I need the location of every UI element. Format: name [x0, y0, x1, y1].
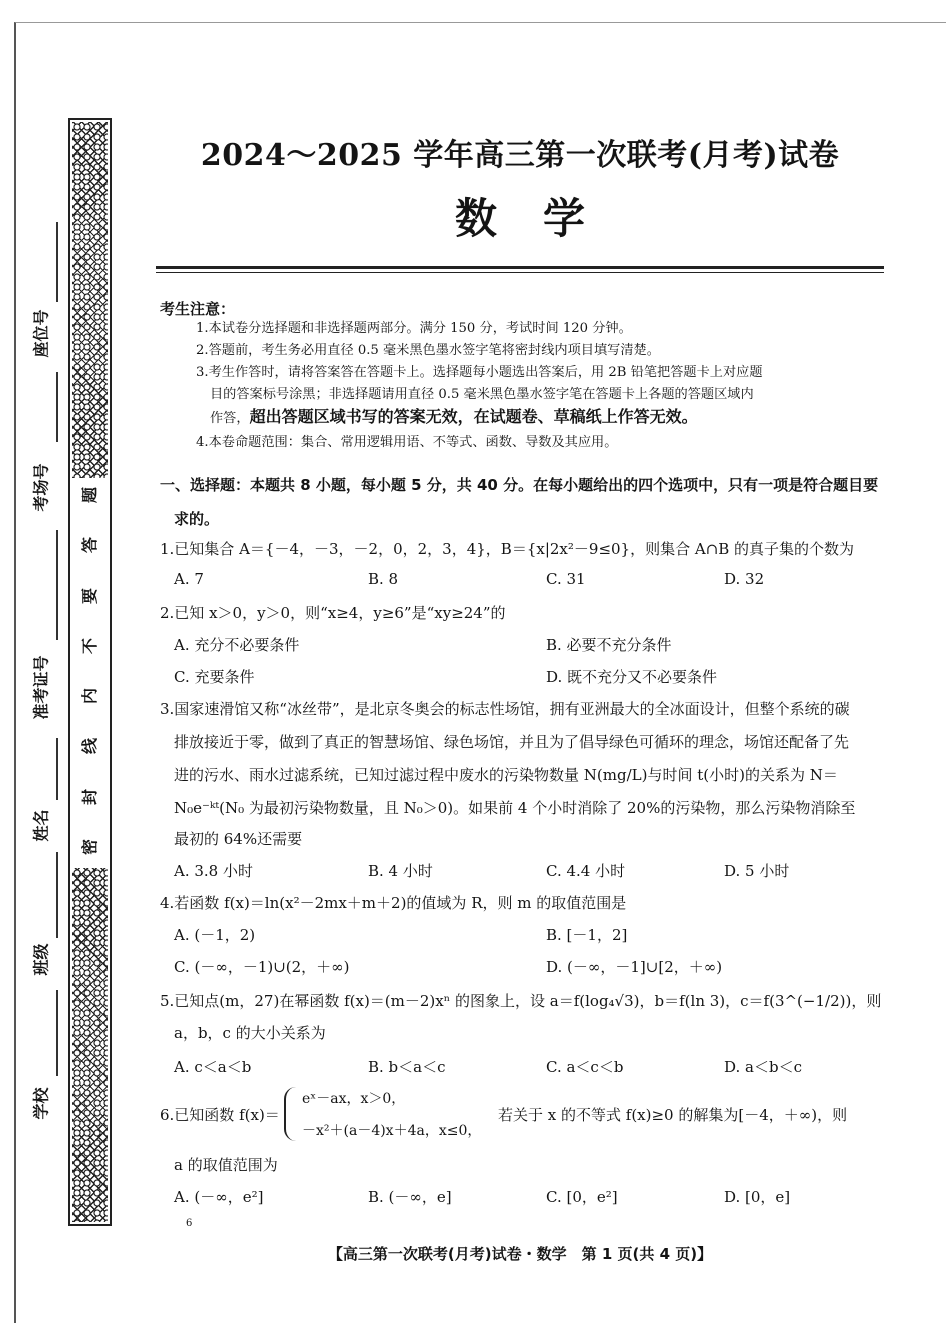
- q3-option-c: C. 4.4 小时: [546, 862, 626, 880]
- q1-option-d: D. 32: [724, 570, 765, 588]
- q6-option-c: C. [0，e²]: [546, 1188, 618, 1206]
- q5-option-a: A. c＜a＜b: [174, 1058, 252, 1076]
- q6-option-b: B. (－∞，e]: [368, 1188, 452, 1206]
- binding-pattern-bottom: [72, 868, 108, 1222]
- q5-option-b: B. b＜a＜c: [368, 1058, 446, 1076]
- q4-option-d: D. (－∞，－1]∪[2，＋∞): [546, 958, 723, 976]
- section-heading: 一、选择题：本题共 8 小题，每小题 5 分，共 40 分。在每小题给出的四个选项中，只有一项是符合题目要: [160, 476, 879, 494]
- warning-char: 题: [79, 486, 99, 504]
- warning-char: 密: [79, 838, 99, 855]
- warning-char: 线: [79, 738, 99, 755]
- q6-option-d: D. [0，e]: [724, 1188, 791, 1206]
- question-6-cont: 若关于 x 的不等式 f(x)≥0 的解集为[－4，＋∞)，则: [498, 1106, 848, 1124]
- piecewise-brace: [284, 1087, 296, 1141]
- exam-title: 2024～2025 学年高三第一次联考(月考)试卷: [200, 138, 840, 173]
- exam-room-label: 考场号: [31, 463, 51, 512]
- question-3-line: 最初的 64%还需要: [174, 830, 303, 848]
- piecewise-case-2: －x²＋(a－4)x＋4a，x≤0，: [302, 1123, 482, 1139]
- section-heading-cont: 求的。: [174, 510, 220, 528]
- q4-option-b: B. [－1，2]: [546, 926, 628, 944]
- q2-option-b: B. 必要不充分条件: [546, 636, 672, 654]
- notice-item: 2.答题前，考生务必用直径 0.5 毫米黑色墨水签字笔将密封线内项目填写清楚。: [196, 343, 660, 358]
- stray-mark: 6: [186, 1218, 193, 1229]
- warning-char: 内: [79, 688, 99, 705]
- question-3-line: 进的污水、雨水过滤系统，已知过滤过程中废水的污染物数量 N(mg/L)与时间 t(小时)的关系为 N＝: [174, 766, 838, 784]
- subject-title: 数学: [454, 194, 631, 243]
- seat-number-label: 座位号: [31, 309, 51, 358]
- header-rule-thin: [156, 272, 884, 273]
- notice-title: 考生注意：: [160, 300, 236, 318]
- name-line: [56, 852, 58, 938]
- admission-number-line: [56, 738, 58, 800]
- warning-char: 封: [79, 788, 99, 805]
- warning-char: 不: [79, 637, 99, 654]
- admission-number-label: 准考证号: [31, 655, 51, 720]
- question-5-line: a，b，c 的大小关系为: [174, 1024, 326, 1042]
- q4-option-c: C. (－∞，－1)∪(2，＋∞): [174, 958, 350, 976]
- q2-option-d: D. 既不充分又不必要条件: [546, 668, 718, 686]
- q2-option-a: A. 充分不必要条件: [174, 636, 300, 654]
- q3-option-d: D. 5 小时: [724, 862, 790, 880]
- seat-number-line-lower: [56, 372, 58, 442]
- q3-option-a: A. 3.8 小时: [174, 862, 253, 880]
- question-3-line: N₀e⁻ᵏᵗ(N₀ 为最初污染物数量，且 N₀＞0)。如果前 4 个小时消除了 20%的污染物，那么污染物消除至: [174, 799, 856, 817]
- question-2: 2.已知 x＞0，y＞0，则“x≥4，y≥6”是“xy≥24”的: [160, 604, 506, 622]
- q3-option-b: B. 4 小时: [368, 862, 433, 880]
- question-3-line: 排放接近于零，做到了真正的智慧场馆、绿色场馆，并且为了倡导绿色可循环的理念，场馆还配备了先: [174, 733, 850, 751]
- question-5: 5.已知点(m，27)在幂函数 f(x)＝(m－2)xⁿ 的图象上，设 a＝f(log₄√3)，b＝f(ln 3)，c＝f(3^(−1/2))，则: [160, 992, 882, 1010]
- question-6-line: a 的取值范围为: [174, 1156, 278, 1174]
- seat-number-line: [56, 222, 58, 302]
- binding-pattern-top: [72, 122, 108, 478]
- q5-option-c: C. a＜c＜b: [546, 1058, 624, 1076]
- q6-option-a: A. (－∞，e²]: [174, 1188, 264, 1206]
- binding-strip: [68, 118, 112, 1226]
- question-4: 4.若函数 f(x)＝ln(x²－2mx＋m＋2)的值域为 R，则 m 的取值范围是: [160, 894, 627, 912]
- q1-option-b: B. 8: [368, 570, 399, 588]
- question-6: 6.已知函数 f(x)＝: [160, 1106, 280, 1124]
- class-label: 班级: [31, 943, 51, 976]
- page-footer: 【高三第一次联考(月考)试卷・数学 第 1 页(共 4 页)】: [327, 1245, 713, 1263]
- q5-option-d: D. a＜b＜c: [724, 1058, 802, 1076]
- school-label: 学校: [31, 1087, 51, 1120]
- notice-item: 目的答案标号涂黑；非选择题请用直径 0.5 毫米黑色墨水签字笔在答题卡上各题的答题区域内: [210, 387, 754, 402]
- notice-item: 3.考生作答时，请将答案答在答题卡上。选择题每小题选出答案后，用 2B 铅笔把答题卡上对应题: [196, 365, 763, 380]
- sealing-line-warning: [70, 485, 110, 857]
- notice-item: 4.本卷命题范围：集合、常用逻辑用语、不等式、函数、导数及其应用。: [196, 435, 618, 450]
- notice-item-emphasis: 超出答题区域书写的答案无效，在试题卷、草稿纸上作答无效。: [249, 407, 698, 426]
- notice-item: [210, 406, 698, 430]
- question-1: 1.已知集合 A＝{－4，－3，－2，0，2，3，4}，B＝{x|2x²－9≤0}，则集合 A∩B 的真子集的个数为: [160, 540, 855, 558]
- exam-room-line: [56, 530, 58, 640]
- warning-char: 要: [79, 587, 99, 604]
- q1-option-c: C. 31: [546, 570, 586, 588]
- name-label: 姓名: [31, 809, 51, 842]
- piecewise-case-1: eˣ－ax，x＞0，: [302, 1091, 406, 1107]
- header-rule: [156, 266, 884, 269]
- q1-option-a: A. 7: [174, 570, 204, 588]
- class-line: [56, 990, 58, 1076]
- q4-option-a: A. (－1，2): [174, 926, 256, 944]
- question-3: 3.国家速滑馆又称“冰丝带”，是北京冬奥会的标志性场馆，拥有亚洲最大的全冰面设计，但整个系统的碳: [160, 700, 850, 718]
- notice-item-prefix: 作答，: [210, 411, 250, 426]
- notice-item: 1.本试卷分选择题和非选择题两部分。满分 150 分，考试时间 120 分钟。: [196, 321, 632, 336]
- q2-option-c: C. 充要条件: [174, 668, 255, 686]
- warning-char: 答: [79, 537, 99, 554]
